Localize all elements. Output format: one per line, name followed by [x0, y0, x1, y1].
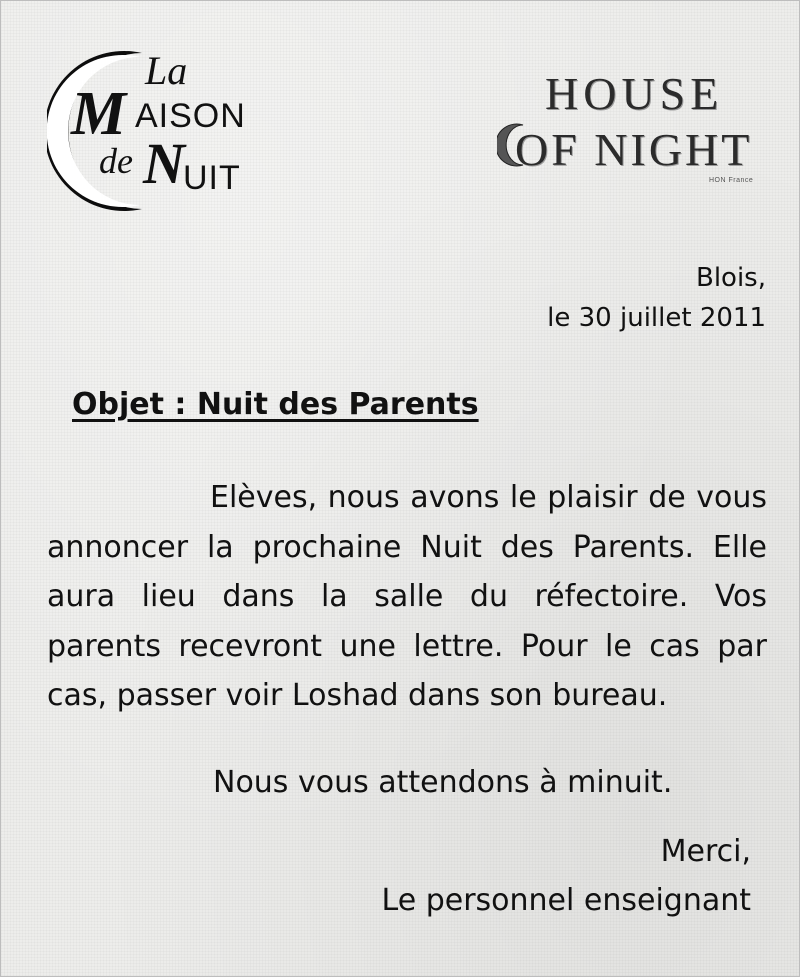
logo-right-subtitle: HON France [709, 177, 754, 184]
letter-place: Blois, [695, 263, 766, 293]
logo-left-initial-m: M [71, 80, 127, 148]
logo-right-house: HOUSE [545, 68, 724, 119]
letter-signature: Le personnel enseignant [381, 883, 751, 918]
logo-left-uit: UIT [183, 159, 241, 197]
logo-left-la: La [145, 48, 188, 93]
letter-thanks: Merci, [660, 834, 751, 869]
letter-date: le 30 juillet 2011 [547, 303, 766, 333]
letter-subject: Objet : Nuit des Parents [72, 387, 479, 422]
logo-left-initial-n: N [143, 131, 185, 196]
letter-body-text: Elèves, nous avons le plaisir de vous annoncer la prochaine Nuit des Parents. Elle aura lieu dans la salle du réfectoire. Vos parents recevront une lettre. Pour le cas par cas, passer voir Loshad dans son bureau. [47, 480, 767, 713]
maison-de-nuit-logo [47, 49, 257, 214]
letter-closing: Nous vous attendons à minuit. [213, 765, 673, 800]
letter-body [47, 473, 767, 721]
logo-left-aison: AISON [135, 97, 246, 135]
house-of-night-logo [497, 68, 787, 189]
logo-left-de: de [99, 141, 133, 181]
logo-right-of-night: OF NIGHT [515, 124, 753, 175]
